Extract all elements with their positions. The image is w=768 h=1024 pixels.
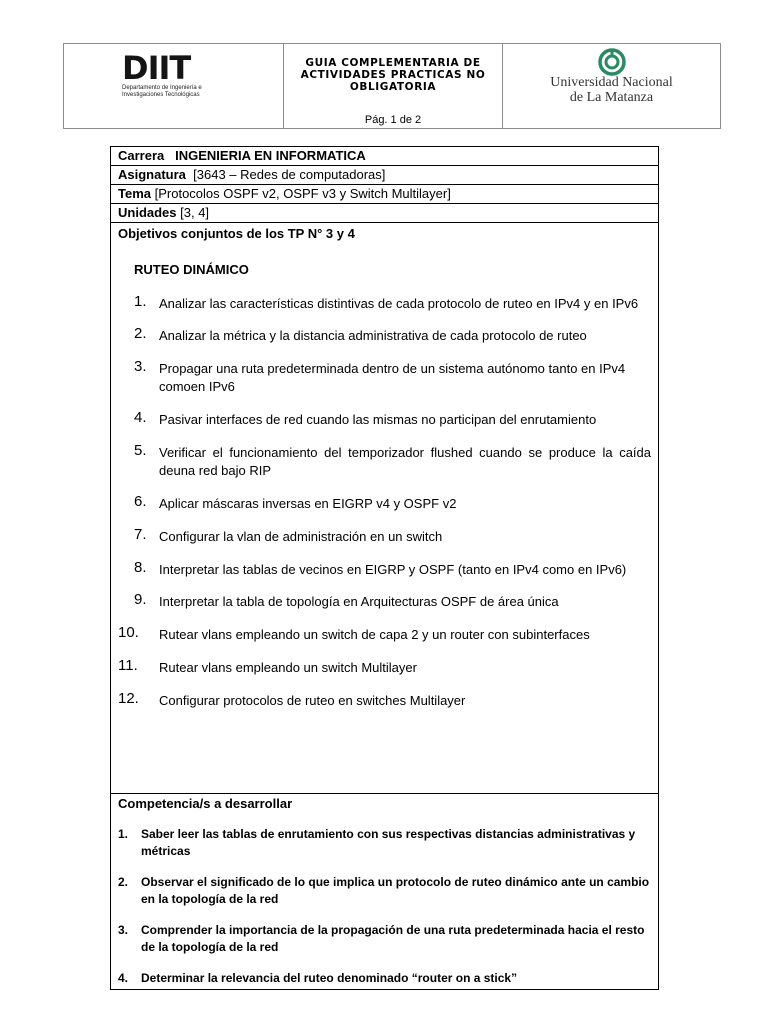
tema-row: [111, 185, 658, 204]
doc-title-line-2: ACTIVIDADES PRACTICAS NO: [300, 69, 486, 81]
list-item: 5. Verificar el funcionamiento del temporizador flushed cuando se produce la caída deuna red bajo RIP: [134, 442, 651, 478]
carrera-value: INGENIERIA EN INFORMATICA: [175, 148, 366, 163]
list-item: 3. Comprender la importancia de la propagación de una ruta predeterminada hacia el resto de la topología de la red: [118, 923, 645, 954]
university-name-line-1: Universidad Nacional: [550, 75, 673, 90]
university-name: [503, 76, 720, 105]
list-item: 12. Configurar protocolos de ruteo en switches Multilayer: [118, 690, 466, 708]
unidades-label: Unidades: [118, 205, 177, 220]
objectives-list: [118, 295, 651, 710]
list-item: 3. Propagar una ruta predeterminada dentro de un sistema autónomo tanto en IPv4 comoen IPv6: [134, 358, 626, 394]
list-item: 2. Observar el significado de lo que implica un protocolo de ruteo dinámico ante un cambio en la topología de la red: [118, 875, 650, 906]
competencies-heading: Competencia/s a desarrollar: [118, 796, 293, 811]
unidades-value: [3, 4]: [180, 205, 210, 220]
asignatura-value: [3643 – Redes de computadoras]: [193, 167, 386, 182]
asignatura-label: Asignatura: [118, 167, 186, 182]
list-item: 1. Analizar las características distintivas de cada protocolo de ruteo en IPv4 y en IPv6: [134, 293, 639, 311]
list-item: 9. Interpretar la tabla de topología en Arquitecturas OSPF de área única: [134, 591, 559, 609]
carrera-label: Carrera: [118, 148, 165, 163]
university-name-line-2: de La Matanza: [569, 89, 654, 105]
competencies-list: [118, 826, 651, 987]
list-item: 2. Analizar la métrica y la distancia administrativa de cada protocolo de ruteo: [134, 325, 587, 343]
doc-title-line-1: GUIA COMPLEMENTARIA DE: [305, 57, 481, 69]
list-item: 10. Rutear vlans empleando un switch de capa 2 y un router con subinterfaces: [118, 624, 590, 642]
university-cell: [503, 44, 720, 128]
diit-logo-text: DIIT: [122, 49, 191, 87]
objectives-section: [111, 223, 658, 794]
diit-logo: [122, 51, 202, 98]
tema-label: Tema: [118, 186, 151, 201]
diit-logo-cell: [64, 44, 284, 128]
unidades-row: [111, 204, 658, 223]
diit-logo-subtitle-2: Investigaciones Tecnológicas: [122, 91, 200, 98]
list-item: 11. Rutear vlans empleando un switch Multilayer: [118, 657, 417, 675]
asignatura-row: [111, 166, 658, 185]
page-number: Pág. 1 de 2: [364, 114, 422, 126]
list-item: 8. Interpretar las tablas de vecinos en EIGRP y OSPF (tanto en IPv4 como en IPv6): [134, 559, 627, 577]
course-info-table: [110, 146, 659, 990]
list-item: 7. Configurar la vlan de administración en un switch: [134, 526, 443, 544]
list-item: 4. Determinar la relevancia del ruteo denominado “router on a stick”: [118, 971, 518, 985]
carrera-row: [111, 147, 658, 166]
list-item: 6. Aplicar máscaras inversas en EIGRP v4 y OSPF v2: [134, 493, 457, 511]
doc-title: [284, 57, 502, 93]
doc-title-cell: [284, 44, 503, 128]
tema-value: [Protocolos OSPF v2, OSPF v3 y Switch Multilayer]: [154, 186, 451, 201]
document-header: [63, 43, 721, 129]
objectives-heading: Objetivos conjuntos de los TP N° 3 y 4: [118, 226, 355, 241]
competencies-section: [111, 794, 658, 989]
list-item: 1. Saber leer las tablas de enrutamiento con sus respectivas distancias administrativas y métricas: [118, 827, 636, 858]
objectives-section-title: RUTEO DINÁMICO: [134, 262, 249, 277]
doc-title-line-3: OBLIGATORIA: [349, 81, 437, 93]
diit-logo-subtitle-1: Departamento de Ingeniería e: [122, 85, 202, 91]
list-item: 4. Pasivar interfaces de red cuando las mismas no participan del enrutamiento: [134, 409, 597, 427]
university-emblem-icon: [596, 47, 628, 77]
